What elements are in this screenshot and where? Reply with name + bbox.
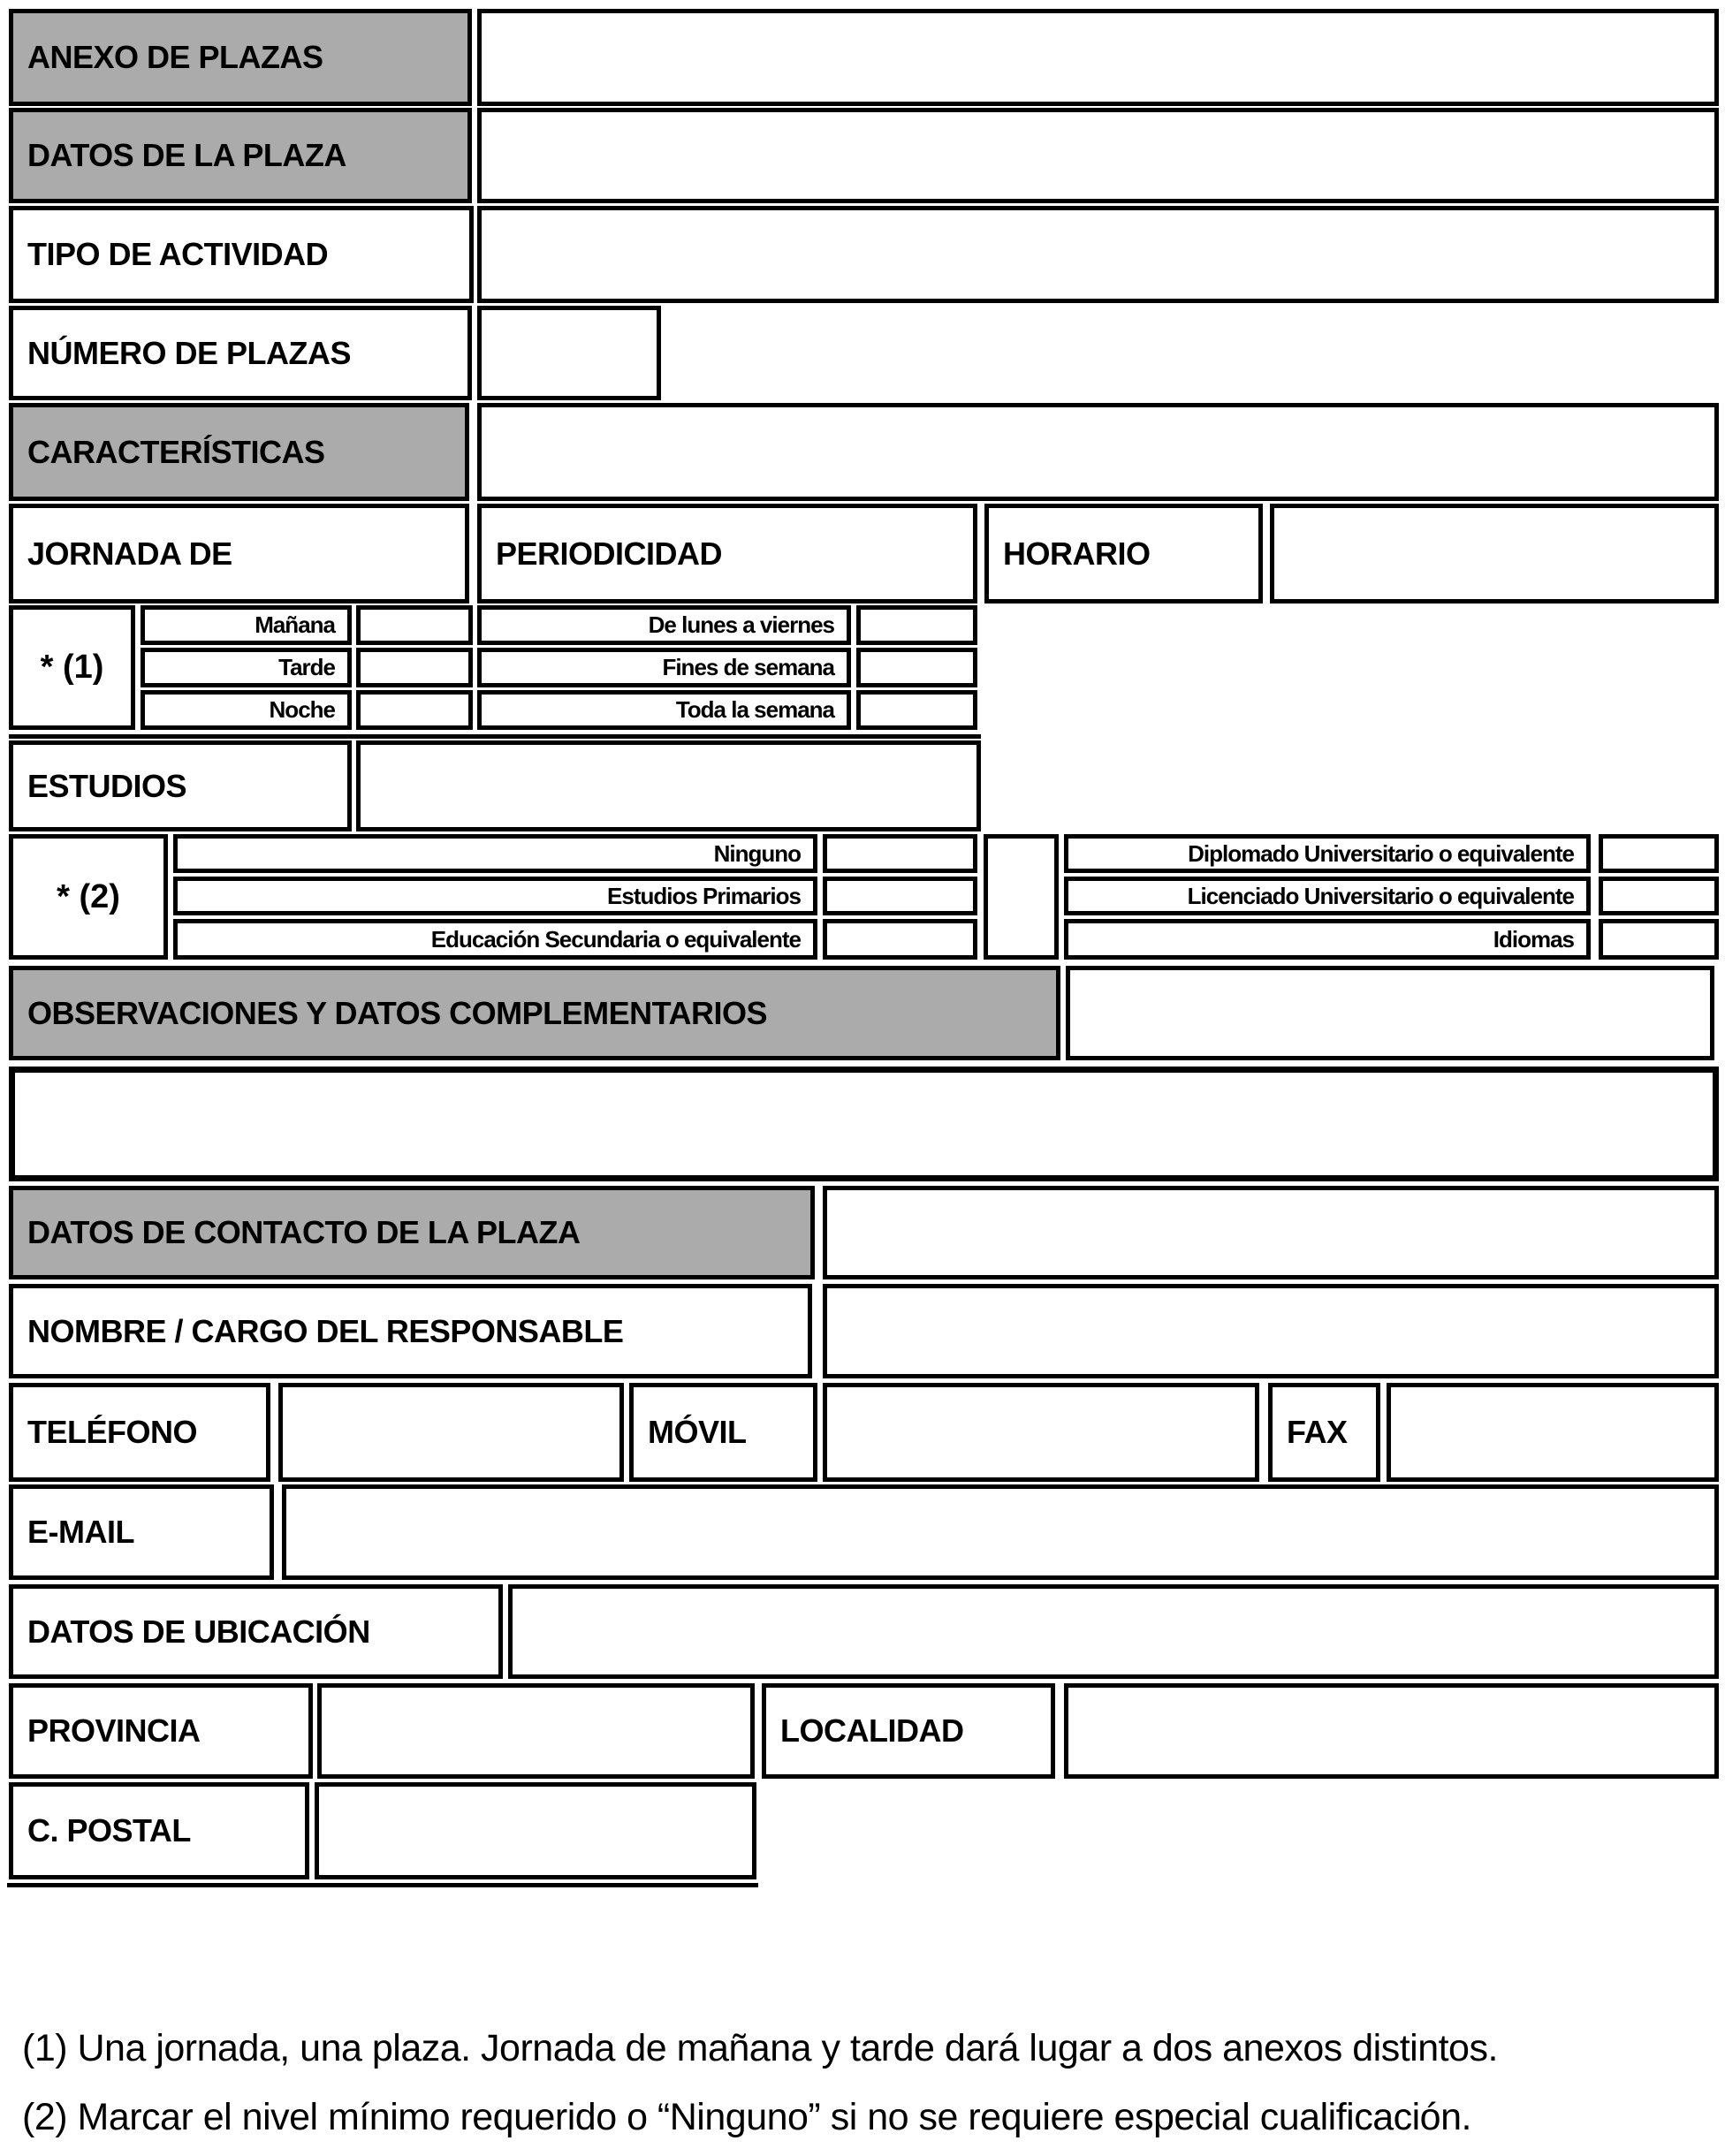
localidad-label: LOCALIDAD xyxy=(762,1683,1055,1779)
table-bottom-border xyxy=(7,1883,758,1887)
observaciones-field[interactable] xyxy=(9,1067,1719,1181)
footnote-1: (1) Una jornada, una plaza. Jornada de mañana y tarde dará lugar a dos anexos distintos. xyxy=(22,2027,1498,2069)
option-label-licenciado-universitario: Licenciado Universitario o equivalente xyxy=(1064,877,1591,915)
email-label: E-MAIL xyxy=(9,1484,274,1580)
datos-ubicacion-field[interactable] xyxy=(508,1584,1719,1679)
tipo-actividad-label: TIPO DE ACTIVIDAD xyxy=(9,206,474,303)
option-label-noche: Noche xyxy=(141,690,352,730)
estudios-spacer-cell xyxy=(984,834,1059,960)
observaciones-side-cell xyxy=(1066,966,1714,1060)
checkbox-de-lunes-a-viernes[interactable] xyxy=(856,605,977,645)
option-label-estudios-primarios: Estudios Primarios xyxy=(173,877,817,915)
localidad-field[interactable] xyxy=(1064,1683,1719,1779)
option-label-fines-de-semana: Fines de semana xyxy=(477,648,851,687)
checkbox-manana[interactable] xyxy=(356,605,473,645)
horario-label: HORARIO xyxy=(984,504,1263,604)
option-label-educacion-secundaria: Educación Secundaria o equivalente xyxy=(173,919,817,960)
horario-field[interactable] xyxy=(1270,504,1719,604)
telefono-field[interactable] xyxy=(278,1383,624,1482)
estudios-label: ESTUDIOS xyxy=(9,740,352,831)
datos-contacto-field[interactable] xyxy=(823,1186,1719,1279)
checkbox-fines-de-semana[interactable] xyxy=(856,648,977,687)
option-label-ninguno: Ninguno xyxy=(173,834,817,873)
footnote-ref-1: * (1) xyxy=(9,605,135,730)
provincia-label: PROVINCIA xyxy=(9,1683,313,1779)
jornada-table-bottom-border xyxy=(9,734,981,739)
telefono-label: TELÉFONO xyxy=(9,1383,270,1482)
option-label-de-lunes-a-viernes: De lunes a viernes xyxy=(477,605,851,645)
checkbox-idiomas[interactable] xyxy=(1599,919,1719,960)
periodicidad-label: PERIODICIDAD xyxy=(477,504,977,604)
tipo-actividad-field[interactable] xyxy=(477,206,1719,303)
option-label-diplomado-universitario: Diplomado Universitario o equivalente xyxy=(1064,834,1591,873)
checkbox-licenciado-universitario[interactable] xyxy=(1599,877,1719,915)
checkbox-tarde[interactable] xyxy=(356,648,473,687)
checkbox-ninguno[interactable] xyxy=(823,834,977,873)
numero-plazas-label: NÚMERO DE PLAZAS xyxy=(9,306,472,400)
checkbox-educacion-secundaria[interactable] xyxy=(823,919,977,960)
section-header-observaciones: OBSERVACIONES Y DATOS COMPLEMENTARIOS xyxy=(9,966,1060,1060)
fax-field[interactable] xyxy=(1387,1383,1719,1482)
datos-ubicacion-label: DATOS DE UBICACIÓN xyxy=(9,1584,503,1679)
section-header-anexo-de-plazas: ANEXO DE PLAZAS xyxy=(9,9,472,106)
estudios-field[interactable] xyxy=(356,740,981,831)
section-header-datos-de-la-plaza: DATOS DE LA PLAZA xyxy=(9,108,472,203)
numero-plazas-field[interactable] xyxy=(477,306,661,400)
checkbox-diplomado-universitario[interactable] xyxy=(1599,834,1719,873)
datos-plaza-field[interactable] xyxy=(477,108,1719,203)
option-label-idiomas: Idiomas xyxy=(1064,919,1591,960)
anexo-field[interactable] xyxy=(477,9,1719,106)
footnote-2: (2) Marcar el nivel mínimo requerido o “Ninguno” si no se requiere especial cualificación. xyxy=(22,2096,1471,2138)
checkbox-noche[interactable] xyxy=(356,690,473,730)
provincia-field[interactable] xyxy=(317,1683,755,1779)
checkbox-toda-la-semana[interactable] xyxy=(856,690,977,730)
nombre-cargo-label: NOMBRE / CARGO DEL RESPONSABLE xyxy=(9,1284,812,1378)
c-postal-label: C. POSTAL xyxy=(9,1782,309,1879)
option-label-manana: Mañana xyxy=(141,605,352,645)
c-postal-field[interactable] xyxy=(315,1782,756,1879)
email-field[interactable] xyxy=(282,1484,1719,1580)
jornada-de-label: JORNADA DE xyxy=(9,504,469,604)
movil-field[interactable] xyxy=(823,1383,1259,1482)
fax-label: FAX xyxy=(1268,1383,1380,1482)
nombre-cargo-field[interactable] xyxy=(823,1284,1719,1378)
section-header-datos-de-contacto: DATOS DE CONTACTO DE LA PLAZA xyxy=(9,1186,815,1279)
option-label-toda-la-semana: Toda la semana xyxy=(477,690,851,730)
caracteristicas-field[interactable] xyxy=(477,403,1719,501)
movil-label: MÓVIL xyxy=(629,1383,817,1482)
section-header-caracteristicas: CARACTERÍSTICAS xyxy=(9,403,469,501)
footnote-ref-2: * (2) xyxy=(9,834,168,960)
option-label-tarde: Tarde xyxy=(141,648,352,687)
checkbox-estudios-primarios[interactable] xyxy=(823,877,977,915)
